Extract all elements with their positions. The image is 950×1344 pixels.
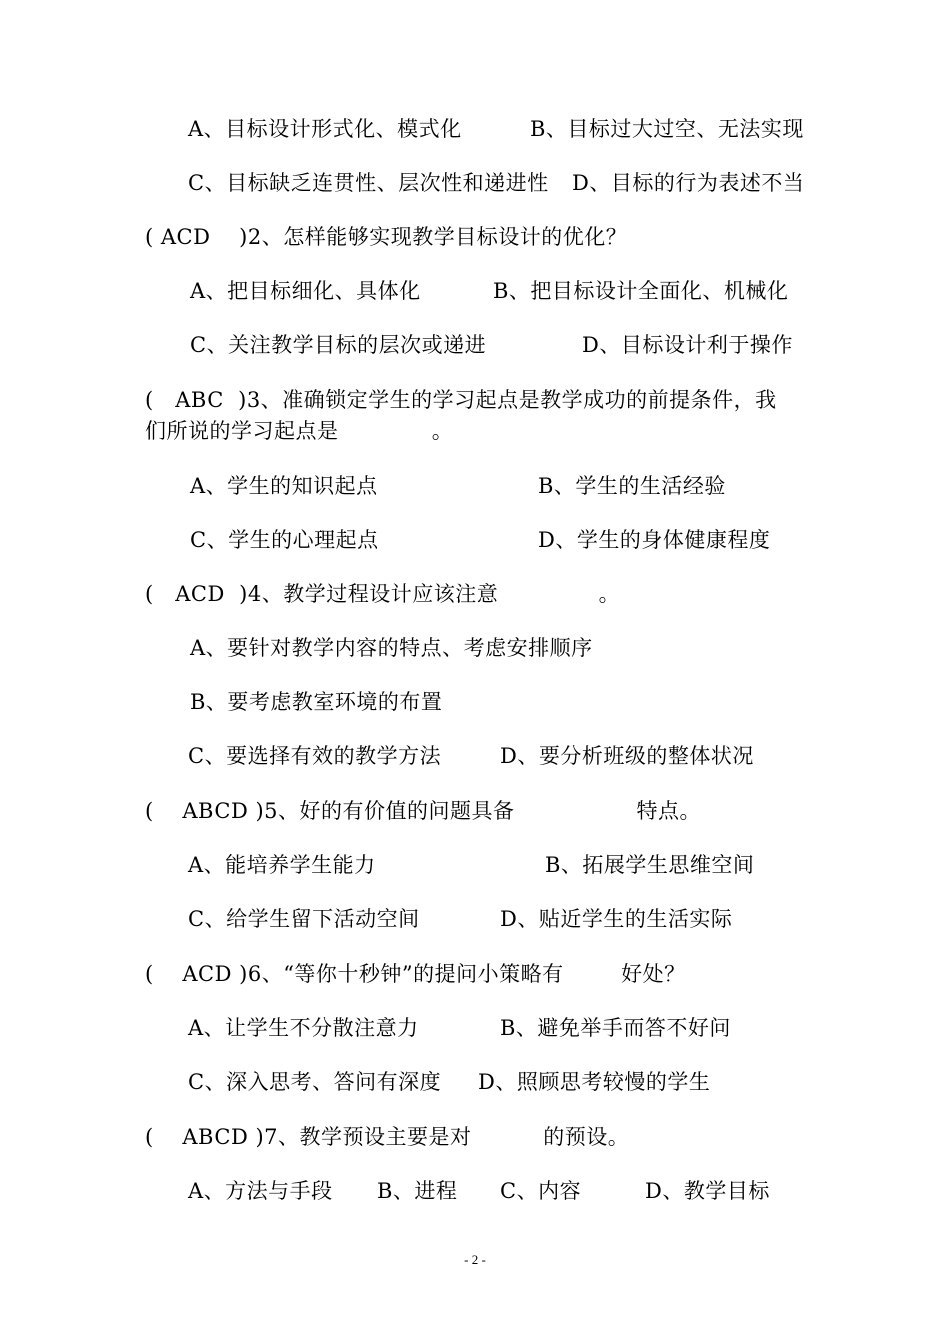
q3-option-b: B、学生的生活经验 bbox=[538, 474, 726, 498]
q4-option-c: C、要选择有效的教学方法 bbox=[188, 744, 442, 768]
q6-option-b: B、避免举手而答不好问 bbox=[500, 1016, 731, 1040]
q5-option-a: A、能培养学生能力 bbox=[188, 853, 376, 877]
q2-option-c: C、关注教学目标的层次或递进 bbox=[190, 333, 487, 357]
question-5: ( ABCD )5、好的有价值的问题具备 特点。 bbox=[145, 799, 701, 823]
q1-option-d: D、目标的行为表述不当 bbox=[572, 171, 805, 195]
page-number: - 2 - bbox=[464, 1252, 486, 1267]
question-6: ( ACD )6、“等你十秒钟”的提问小策略有 好处？ bbox=[145, 962, 686, 986]
q7-option-a: A、方法与手段 bbox=[188, 1179, 333, 1203]
q4-option-b: B、要考虑教室环境的布置 bbox=[190, 690, 443, 714]
q3-option-c: C、学生的心理起点 bbox=[190, 528, 379, 552]
q5-option-b: B、拓展学生思维空间 bbox=[545, 853, 755, 877]
q7-option-b: B、进程 bbox=[377, 1179, 458, 1203]
q2-option-b: B、把目标设计全面化、机械化 bbox=[493, 279, 789, 303]
q6-option-a: A、让学生不分散注意力 bbox=[188, 1016, 419, 1040]
q3-option-a: A、学生的知识起点 bbox=[190, 474, 378, 498]
q7-option-c: C、内容 bbox=[500, 1179, 582, 1203]
q4-option-d: D、要分析班级的整体状况 bbox=[500, 744, 754, 768]
question-3: ( ABC )3、准确锁定学生的学习起点是教学成功的前提条件，我 bbox=[145, 388, 777, 412]
q6-option-d: D、照顾思考较慢的学生 bbox=[478, 1070, 711, 1094]
question-7: ( ABCD )7、教学预设主要是对 的预设。 bbox=[145, 1125, 630, 1149]
q2-option-d: D、目标设计利于操作 bbox=[582, 333, 793, 357]
q2-option-a: A、把目标细化、具体化 bbox=[190, 279, 421, 303]
q5-option-d: D、贴近学生的生活实际 bbox=[500, 907, 733, 931]
question-2: ( ACD )2、怎样能够实现教学目标设计的优化？ bbox=[145, 225, 628, 249]
question-3-cont: 们所说的学习起点是 。 bbox=[145, 419, 454, 443]
q7-option-d: D、教学目标 bbox=[645, 1179, 770, 1203]
q1-option-c: C、目标缺乏连贯性、层次性和递进性 bbox=[188, 171, 549, 195]
q1-option-a: A、目标设计形式化、模式化 bbox=[188, 117, 462, 141]
q1-option-b: B、目标过大过空、无法实现 bbox=[530, 117, 804, 141]
question-4: ( ACD )4、教学过程设计应该注意 。 bbox=[145, 582, 621, 606]
q5-option-c: C、给学生留下活动空间 bbox=[188, 907, 420, 931]
q4-option-a: A、要针对教学内容的特点、考虑安排顺序 bbox=[190, 636, 593, 660]
q6-option-c: C、深入思考、答问有深度 bbox=[188, 1070, 442, 1094]
q3-option-d: D、学生的身体健康程度 bbox=[538, 528, 771, 552]
